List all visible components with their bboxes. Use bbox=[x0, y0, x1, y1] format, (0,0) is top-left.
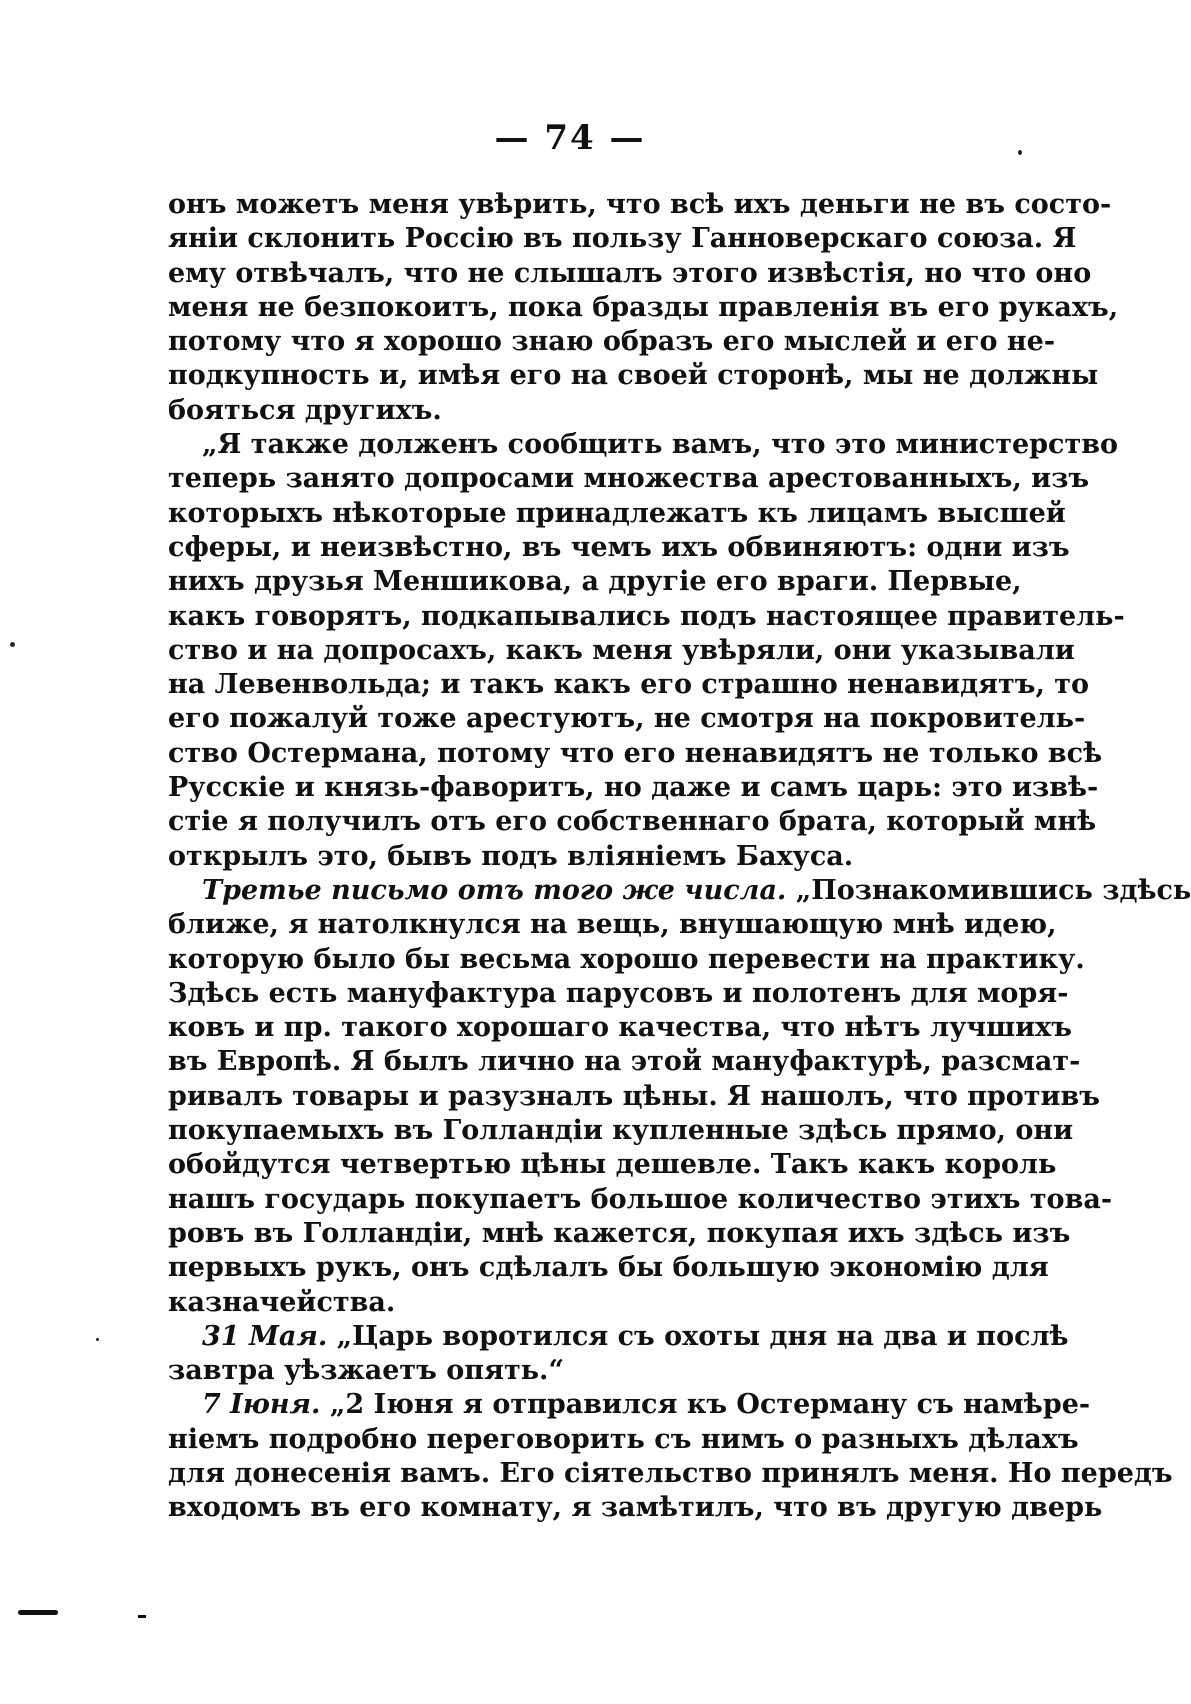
scan-speck bbox=[1018, 150, 1022, 155]
text-line: какъ говорятъ, подкапывались подъ настоящее правитель- bbox=[168, 600, 1125, 632]
text-line: Русскiе и князь-фаворитъ, но даже и самъ царь: это извѣ- bbox=[168, 772, 1099, 804]
date-heading: 7 Iюня. bbox=[202, 1389, 321, 1421]
text-line bbox=[168, 874, 1191, 908]
body-text bbox=[168, 188, 1191, 1526]
text-line: открылъ это, бывъ подъ влiянiемъ Бахуса. bbox=[168, 840, 854, 872]
text-line: входомъ въ его комнату, я замѣтилъ, что въ другую дверь bbox=[168, 1492, 1103, 1524]
text-line: завтра уѣзжаетъ опять.“ bbox=[168, 1355, 564, 1387]
text-line: казначейства. bbox=[168, 1286, 396, 1318]
text-line: ство Остермана, потому что его ненавидятъ не только всѣ bbox=[168, 737, 1103, 769]
text-line: ближе, я натолкнулся на вещь, внушающую мнѣ идею, bbox=[168, 909, 1057, 941]
text-line: онъ можетъ меня увѣрить, что всѣ ихъ деньги не въ состо- bbox=[168, 189, 1112, 220]
text-line: подкупность и, имѣя его на своей сторонѣ, мы не должны bbox=[168, 360, 1099, 392]
text-line: ство и на допросахъ, какъ меня увѣряли, они указывали bbox=[168, 634, 1075, 666]
text-run: „Познакомившись здѣсь bbox=[795, 874, 1191, 906]
text-line: которую было бы весьма хорошо перевести на практику. bbox=[168, 943, 1085, 975]
scan-speck bbox=[96, 1338, 99, 1341]
text-line: бояться другихъ. bbox=[168, 394, 442, 426]
scan-mark bbox=[18, 1610, 58, 1615]
text-line: въ Европѣ. Я былъ лично на этой мануфактурѣ, разсмат- bbox=[168, 1046, 1081, 1078]
page-number: — 74 — bbox=[494, 118, 646, 158]
text-line: обойдутся четвертью цѣны дешевле. Такъ какъ король bbox=[168, 1149, 1057, 1181]
text-line: потому что я хорошо знаю образъ его мыслей и его не- bbox=[168, 326, 1056, 358]
text-line: стiе я получилъ отъ его собственнаго брата, который мнѣ bbox=[168, 806, 1097, 838]
scan-mark bbox=[138, 1615, 146, 1618]
text-line: ровъ въ Голландiи, мнѣ кажется, покупая ихъ здѣсь изъ bbox=[168, 1217, 1071, 1249]
text-line: нiемъ подробно переговорить съ нимъ о разныхъ дѣлахъ bbox=[168, 1423, 1079, 1455]
text-line: янiи склонить Россiю въ пользу Ганноверскаго союза. Я bbox=[168, 223, 1077, 255]
text-line: первыхъ рукъ, онъ сдѣлалъ бы большую экономiю для bbox=[168, 1252, 1049, 1284]
text-line: нихъ друзья Меншикова, а другiе его враги. Первые, bbox=[168, 566, 1022, 598]
text-line bbox=[168, 1320, 1069, 1354]
text-line: ривалъ товары и разузналъ цѣны. Я нашолъ, что противъ bbox=[168, 1080, 1100, 1112]
letter-heading: Третье письмо отъ того же числа. bbox=[202, 874, 787, 906]
text-line: покупаемыхъ въ Голландiи купленные здѣсь прямо, они bbox=[168, 1115, 1074, 1147]
text-run: „2 Iюня я отправился къ Остерману съ намѣре- bbox=[329, 1389, 1091, 1421]
text-run: „Царь воротился съ охоты дня на два и послѣ bbox=[336, 1320, 1069, 1352]
date-heading: 31 Мая. bbox=[202, 1320, 328, 1352]
text-line: сферы, и неизвѣстно, въ чемъ ихъ обвиняютъ: одни изъ bbox=[168, 531, 1070, 563]
text-line: „Я также долженъ сообщить вамъ, что это министерство bbox=[202, 429, 1118, 461]
text-line: его пожалуй тоже арестуютъ, не смотря на покровитель- bbox=[168, 703, 1086, 735]
text-line: нашъ государь покупаетъ большое количество этихъ това- bbox=[168, 1183, 1113, 1215]
text-line: меня не безпокоитъ, пока бразды правленiя въ его рукахъ, bbox=[168, 291, 1119, 323]
text-line: теперь занято допросами множества арестованныхъ, изъ bbox=[168, 463, 1090, 495]
scan-speck bbox=[10, 642, 15, 647]
text-line: которыхъ нѣкоторые принадлежатъ къ лицамъ высшей bbox=[168, 497, 1066, 529]
text-line: для донесенiя вамъ. Его сiятельство принялъ меня. Но передъ bbox=[168, 1457, 1173, 1489]
text-line: ковъ и пр. такого хорошаго качества, что нѣтъ лучшихъ bbox=[168, 1012, 1072, 1044]
text-line: ему отвѣчалъ, что не слышалъ этого извѣстiя, но что оно bbox=[168, 257, 1092, 289]
text-line: на Левенвольда; и такъ какъ его страшно ненавидятъ, то bbox=[168, 669, 1090, 701]
text-line bbox=[168, 1388, 1091, 1422]
text-line: Здѣсь есть мануфактура парусовъ и полотенъ для моря- bbox=[168, 977, 1069, 1009]
